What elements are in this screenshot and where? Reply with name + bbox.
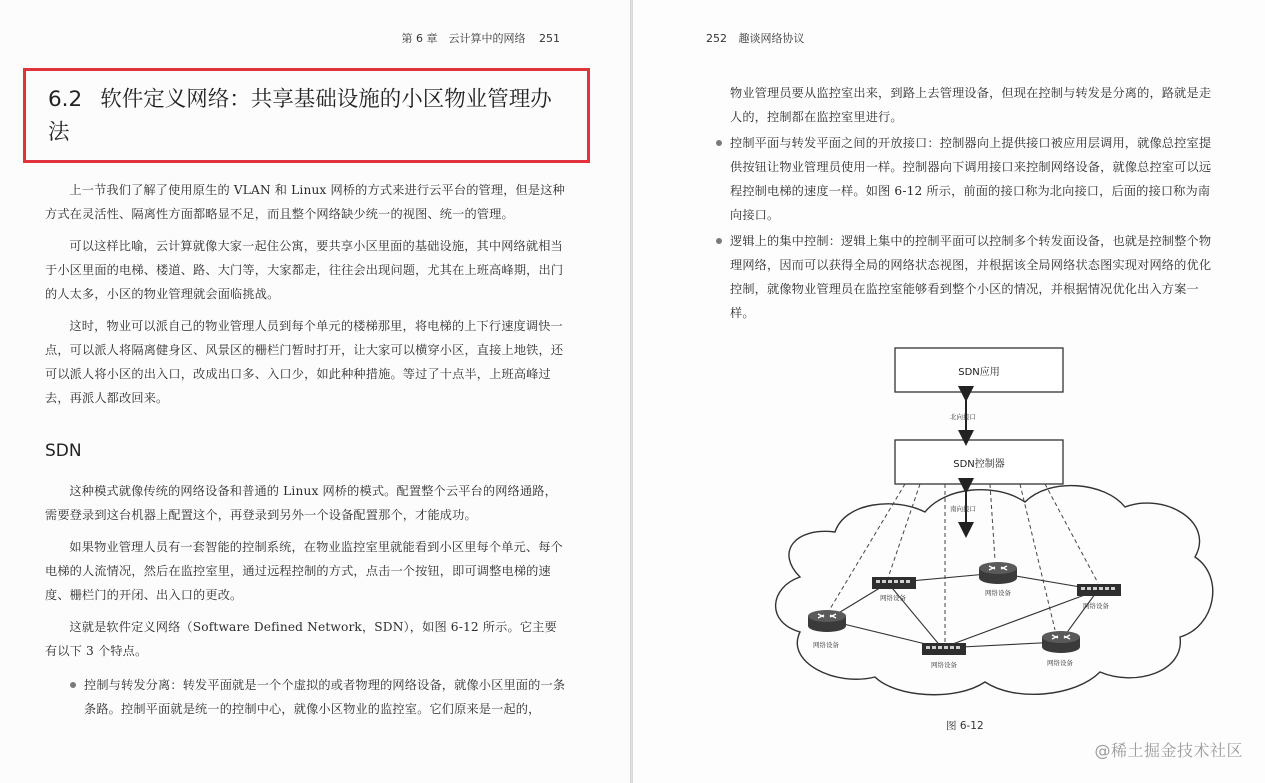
watermark: @稀土掘金技术社区 (1094, 741, 1243, 760)
bullet-dot-icon (716, 238, 722, 244)
router-icon (979, 562, 1017, 584)
sdn-subheading: SDN (45, 441, 82, 461)
device-label: 网络设备 (813, 641, 839, 649)
device-label: 网络设备 (931, 661, 957, 669)
sdn-diagram-graphic (755, 342, 1225, 712)
router-icon (1042, 631, 1080, 653)
device-label: 网络设备 (880, 594, 906, 602)
continuation-text: 物业管理员要从监控室出来，到路上去管理设备，但现在控制与转发是分离的，路就是走人的，控制都在监控室里进行。 (730, 86, 1212, 124)
northbound-label: 北向接口 (950, 413, 976, 421)
left-running-head (402, 30, 561, 46)
left-chapter-title: 第 6 章 云计算中的网络 (401, 32, 526, 45)
paragraph: 这种模式就像传统的网络设备和普通的 Linux 网桥的模式。配置整个云平台的网络通路，需要登录到这台机器上配置这个，再登录到另外一个设备配置那个，才能成功。 (45, 484, 557, 522)
paragraph: 这就是软件定义网络（Software Defined Network，SDN），如图 6-12 所示。它主要有以下 3 个特点。 (45, 620, 557, 658)
bullet-item (716, 229, 1220, 325)
left-page (0, 0, 630, 783)
sdn-diagram (755, 342, 1225, 712)
figure-caption: 图 6-12 (946, 720, 984, 732)
bullet-text: 控制与转发分离：转发平面就是一个个虚拟的或者物理的网络设备，就像小区里面的一条条路。控制平面就是统一的控制中心，就像小区物业的监控室。它们原来是一起的， (84, 678, 566, 716)
bullet-dot-icon (70, 682, 76, 688)
bullet-item (70, 673, 567, 721)
section-heading-highlight (23, 68, 590, 163)
device-label: 网络设备 (1083, 602, 1109, 610)
right-page-number: 252 (706, 32, 727, 45)
paragraph: 上一节我们了解了使用原生的 VLAN 和 Linux 网桥的方式来进行云平台的管理，但是这种方式在灵活性、隔离性方面都略显不足，而且整个网络缺少统一的视图、统一的管理。 (45, 183, 565, 221)
sdn-app-label: SDN应用 (958, 367, 1000, 378)
section-title: 软件定义网络：共享基础设施的小区物业管理办法 (48, 87, 552, 145)
paragraph: 这时，物业可以派自己的物业管理人员到每个单元的楼梯那里，将电梯的上下行速度调快一点，可以派人将隔离健身区、风景区的栅栏门暂时打开，让大家可以横穿小区，直接上地铁，还可以派人将小区的出入口，改成出口多、入口少，如此种种措施。等过了十点半，上班高峰过去，再派人都改回来。 (45, 319, 564, 405)
bullet-dot-icon (716, 140, 722, 146)
book-title: 趣谈网络协议 (738, 32, 805, 45)
bullet-item (716, 131, 1220, 227)
bullet-text: 控制平面与转发平面之间的开放接口：控制器向上提供接口被应用层调用，就像总控室提供按钮让物业管理员使用一样。控制器向下调用接口来控制网络设备，就像总控室可以远程控制电梯的速度一样。如图 6-12 所示，前面的接口称为北向接口，后面的接口称为南向接口。 (730, 136, 1212, 222)
paragraph: 可以这样比喻，云计算就像大家一起住公寓，要共享小区里面的基础设施，其中网络就相当于小区里面的电梯、楼道、路、大门等，大家都走，往往会出现问题，尤其在上班高峰期，出门的人太多，小区的物业管理就会面临挑战。 (45, 239, 564, 301)
right-text (730, 81, 1220, 325)
sdn-controller-label: SDN控制器 (953, 459, 1005, 470)
router-icon (808, 610, 846, 632)
intro-text (45, 178, 567, 418)
switch-icon (872, 577, 916, 589)
device-label: 网络设备 (985, 589, 1011, 597)
right-running-head (706, 30, 805, 46)
bullet-text: 逻辑上的集中控制：逻辑上集中的控制平面可以控制多个转发面设备，也就是控制整个物理网络，因而可以获得全局的网络状态视图，并根据该全局网络状态图实现对网络的优化控制，就像物业管理员在监控室能够看到整个小区的情况，并根据情况优化出入方案一样。 (730, 234, 1212, 320)
southbound-label: 南向接口 (950, 505, 976, 513)
section-heading (48, 83, 568, 149)
device-label: 网络设备 (1047, 659, 1073, 667)
switch-icon (1077, 584, 1121, 596)
paragraph: 如果物业管理人员有一套智能的控制系统，在物业监控室里就能看到小区里每个单元、每个电梯的人流情况，然后在监控室里，通过远程控制的方式，点击一个按钮，即可调整电梯的速度、栅栏门的开闭、出入口的更改。 (45, 540, 563, 602)
switch-icon (922, 643, 966, 655)
section-number: 6.2 (48, 87, 83, 112)
left-page-number: 251 (539, 32, 560, 45)
sdn-text (45, 479, 567, 721)
